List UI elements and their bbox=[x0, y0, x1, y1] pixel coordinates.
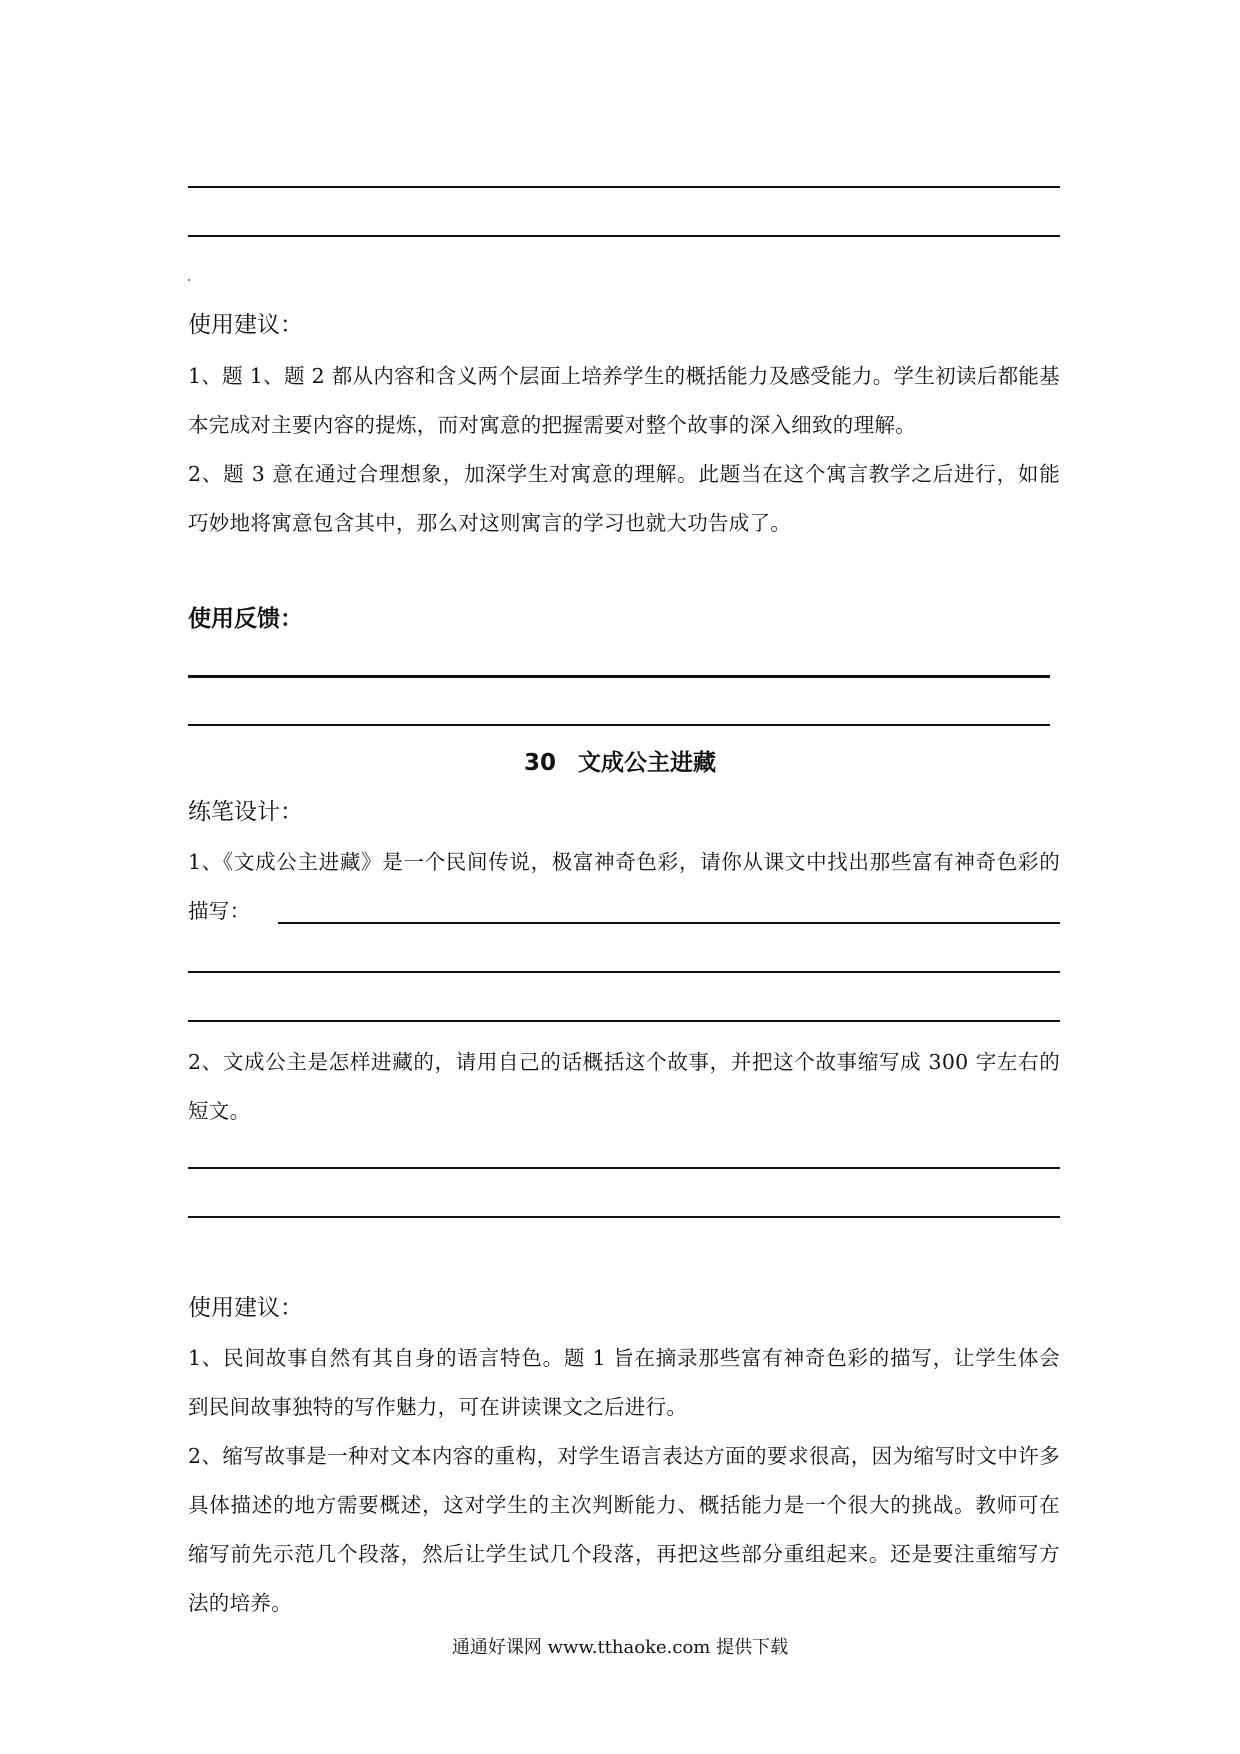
suggestion-heading: 使用建议： bbox=[188, 1295, 303, 1321]
answer-line bbox=[188, 1216, 1060, 1218]
suggestion-heading: 使用建议： bbox=[188, 312, 303, 338]
answer-line bbox=[278, 922, 1060, 924]
question-1: 1、《文成公主进藏》是一个民间传说，极富神奇色彩，请你从课文中找出那些富有神奇色彩的描写： bbox=[188, 850, 1060, 923]
page-footer: 通通好课网 www.tthaoke.com 提供下载 bbox=[451, 1637, 789, 1658]
answer-line bbox=[188, 1167, 1060, 1169]
feedback-line bbox=[188, 724, 1050, 726]
suggestion-paragraph: 1、题 1、题 2 都从内容和含义两个层面上培养学生的概括能力及感受能力。学生初读后都能基本完成对主要内容的提炼，而对寓意的把握需要对整个故事的深入细致的理解。 bbox=[188, 364, 1060, 437]
feedback-heading: 使用反馈： bbox=[188, 606, 303, 632]
answer-line bbox=[188, 235, 1060, 237]
answer-line bbox=[188, 186, 1060, 188]
lesson-title bbox=[0, 747, 1240, 779]
answer-line bbox=[188, 1020, 1060, 1022]
suggestion-paragraph: 2、题 3 意在通过合理想象，加深学生对寓意的理解。此题当在这个寓言教学之后进行，如能巧妙地将寓意包含其中，那么对这则寓言的学习也就大功告成了。 bbox=[188, 462, 1060, 535]
lesson-number: 30 bbox=[523, 750, 556, 776]
scan-dot bbox=[188, 279, 190, 281]
suggestion-paragraph: 1、民间故事自然有其自身的语言特色。题 1 旨在摘录那些富有神奇色彩的描写，让学生体会到民间故事独特的写作魅力，可在讲读课文之后进行。 bbox=[188, 1346, 1060, 1419]
question-2: 2、文成公主是怎样进藏的，请用自己的话概括这个故事，并把这个故事缩写成 300 字左右的短文。 bbox=[188, 1050, 1060, 1123]
answer-line bbox=[188, 971, 1060, 973]
feedback-line bbox=[188, 675, 1050, 678]
suggestion-paragraph: 2、缩写故事是一种对文本内容的重构，对学生语言表达方面的要求很高，因为缩写时文中许多具体描述的地方需要概述，这对学生的主次判断能力、概括能力是一个很大的挑战。教师可在缩写前先示范几个段落，然后让学生试几个段落，再把这些部分重组起来。还是要注重缩写方法的培养。 bbox=[188, 1444, 1060, 1615]
design-heading: 练笔设计： bbox=[188, 799, 303, 825]
lesson-title-text: 文成公主进藏 bbox=[578, 750, 716, 776]
